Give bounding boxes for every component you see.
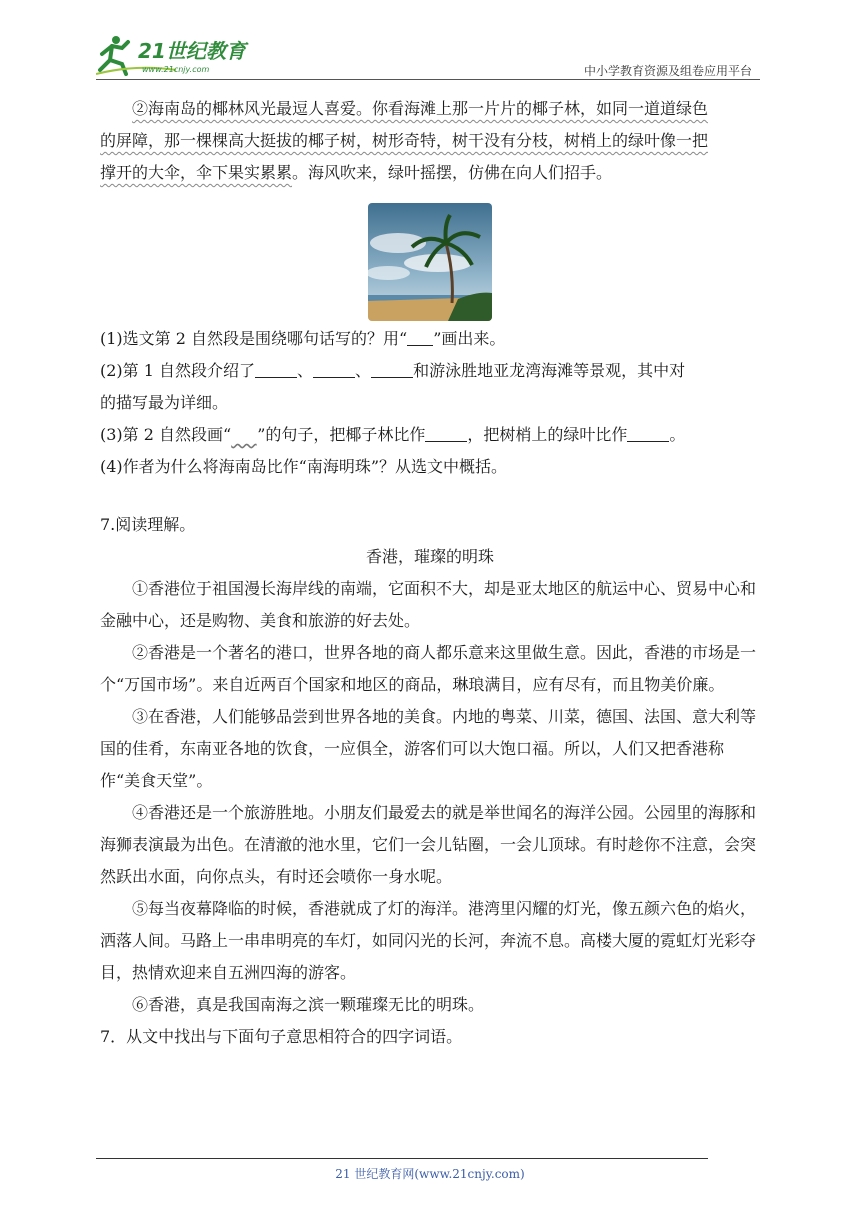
- question-text: 。: [669, 425, 686, 444]
- straight-line-marker: [407, 331, 433, 346]
- answer-blank[interactable]: [425, 425, 467, 442]
- question-text: ”画出来。: [433, 329, 506, 348]
- article-title: 香港，璀璨的明珠: [365, 547, 494, 566]
- coconut-palm-photo: [368, 203, 492, 321]
- article-paragraph-6: ⑥香港，真是我国南海之滨一颗璀璨无比的明珠。: [132, 995, 485, 1014]
- question-text: 和游泳胜地亚龙湾海滩等景观，其中对: [413, 361, 686, 380]
- question-text: 的描写最为详细。: [100, 393, 229, 412]
- separator: 、: [355, 361, 372, 380]
- question-text: ，把树梢上的绿叶比作: [467, 425, 628, 444]
- passage-paragraph-2-end: [100, 157, 760, 189]
- header-divider: [96, 79, 760, 80]
- site-logo[interactable]: [96, 34, 266, 78]
- answer-blank[interactable]: [371, 361, 413, 378]
- article-paragraph-4: ④香港还是一个旅游胜地。小朋友们最爱去的就是举世闻名的海洋公园。公园里的海豚和海狮表演最为出色。在清澈的池水里，它们一会儿钻圈，一会儿顶球。有时趁你不注意，会突然跃出水面，向你点头，有时还会喷你一身水呢。: [100, 803, 757, 886]
- question-text: (3)第 2 自然段画“: [100, 425, 232, 444]
- question-3: [100, 419, 760, 451]
- logo-runner-icon: [96, 34, 266, 78]
- question-2: [100, 355, 760, 387]
- header-platform-text: 中小学教育资源及组卷应用平台: [583, 64, 752, 78]
- article-paragraph-2: ②香港是一个著名的港口，世界各地的商人都乐意来这里做生意。因此，香港的市场是一个“万国市场”。来自近两百个国家和地区的商品，琳琅满目，应有尽有，而且物美价廉。: [100, 643, 757, 694]
- question-7: 7．从文中找出与下面句子意思相符合的四字词语。: [100, 1027, 463, 1046]
- wavy-sentence: 的屏障，那一棵棵高大挺拔的椰子树，树形奇特，树干没有分枝，树梢上的绿叶像一把: [100, 131, 709, 150]
- passage-paragraph-2: [100, 93, 760, 125]
- question-2-cont: [100, 387, 760, 419]
- footer-link[interactable]: 21 世纪教育网(www.21cnjy.com): [335, 1167, 525, 1181]
- answer-blank[interactable]: [627, 425, 669, 442]
- question-4: (4)作者为什么将海南岛比作“南海明珠”？从选文中概括。: [100, 457, 508, 476]
- plain-text: 。海风吹来，绿叶摇摆，仿佛在向人们招手。: [292, 163, 613, 182]
- photo-area: [100, 189, 760, 323]
- article-paragraph-5: ⑤每当夜幕降临的时候，香港就成了灯的海洋。港湾里闪耀的灯光，像五颜六色的焰火，洒落人间。马路上一串串明亮的车灯，如同闪光的长河，奔流不息。高楼大厦的霓虹灯光彩夺目，热情欢迎来自五洲四海的游客。: [100, 899, 757, 982]
- wavy-sentence: ②海南岛的椰林风光最逗人喜爱。你看海滩上那一片片的椰子林，如同一道道绿色: [132, 99, 709, 118]
- answer-blank[interactable]: [313, 361, 355, 378]
- svg-text:21世纪教育: 21世纪教育: [138, 39, 246, 63]
- article-paragraph-1: ①香港位于祖国漫长海岸线的南端，它面积不大，却是亚太地区的航运中心、贸易中心和金融中心，还是购物、美食和旅游的好去处。: [100, 579, 757, 630]
- page-header: [96, 34, 760, 80]
- passage-paragraph-2-cont: [100, 125, 760, 157]
- answer-blank[interactable]: [255, 361, 297, 378]
- question-text: ”的句子，把椰子林比作: [257, 425, 426, 444]
- footer-divider: [96, 1158, 708, 1159]
- question-text: (1)选文第 2 自然段是围绕哪句话写的？用“: [100, 329, 408, 348]
- document-body: [100, 93, 760, 1053]
- separator: 、: [297, 361, 314, 380]
- question-1: [100, 323, 760, 355]
- article-paragraph-3: ③在香港，人们能够品尝到世界各地的美食。内地的粤菜、川菜，德国、法国、意大利等国的佳肴，东南亚各地的饮食，一应俱全，游客们可以大饱口福。所以，人们又把香港称作“美食天堂”。: [100, 707, 757, 790]
- spacer: [100, 483, 760, 509]
- palm-beach-image: [368, 203, 492, 321]
- svg-text:www.21cnjy.com: www.21cnjy.com: [142, 65, 210, 74]
- wavy-sentence: 撑开的大伞，伞下果实累累: [100, 163, 293, 182]
- wavy-line-marker: [231, 421, 257, 435]
- section-heading: 7.阅读理解。: [100, 515, 196, 534]
- question-text: (2)第 1 自然段介绍了: [100, 361, 256, 380]
